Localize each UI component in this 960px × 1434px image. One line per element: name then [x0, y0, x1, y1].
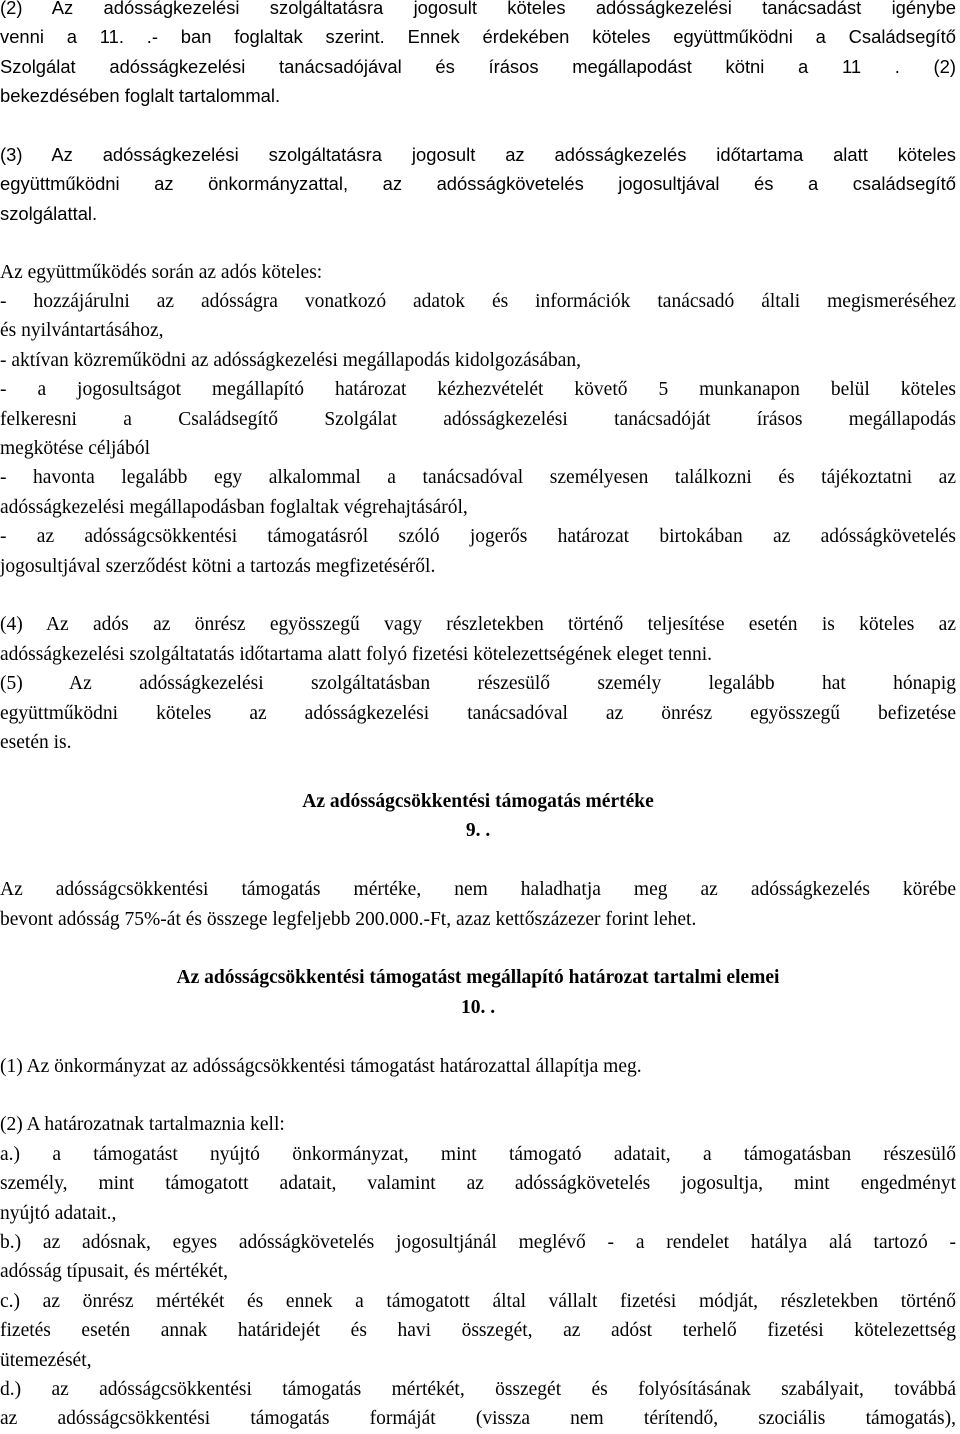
text-line: (4) Az adós az önrész egyösszegű vagy részletekben történő teljesítése esetén is köteles az: [0, 614, 956, 636]
text-line: Szolgálat adósságkezelési tanácsadójával és írásos megállapodást kötni a 11 . (2): [0, 55, 956, 77]
text-line: (2) Az adósságkezelési szolgáltatásra jogosult köteles adósságkezelési tanácsadást igénybe: [0, 0, 956, 18]
list-item-line: c.) az önrész mértékét és ennek a támogatott által vállalt fizetési módját, részletekben történő: [0, 1290, 956, 1312]
list-item-line: és nyilvántartásához,: [0, 320, 164, 342]
list-item-line: ütemezését,: [0, 1349, 92, 1371]
text-line: bekezdésében foglalt tartalommal.: [0, 85, 281, 107]
text-line: esetén is.: [0, 732, 72, 754]
list-item-line: adósságkezelési megállapodásban foglaltak végrehajtásáról,: [0, 496, 468, 518]
section-9-body: [0, 875, 956, 934]
paragraph-3: [0, 140, 956, 228]
list-item-line: az adósságcsökkentési támogatás formáját (vissza nem térítendő, szociális támogatás),: [0, 1408, 956, 1430]
paragraph-4: [0, 610, 956, 669]
text-line: együttműködni az önkormányzattal, az adósságkövetelés jogosultjával és a családsegítő: [0, 173, 956, 195]
list-item-line: - hozzájárulni az adósságra vonatkozó adatok és információk tanácsadó általi megismeréséhez: [0, 291, 956, 313]
list-item-line: személy, mint támogatott adatait, valamint az adósságkövetelés jogosultja, mint engedményt: [0, 1173, 956, 1195]
list-item-line: - havonta legalább egy alkalommal a tanácsadóval személyesen találkozni és tájékoztatni az: [0, 467, 956, 489]
list-item-line: megkötése céljából: [0, 438, 150, 460]
section-9-title: Az adósságcsökkentési támogatás mértéke: [302, 790, 654, 812]
text-line: (5) Az adósságkezelési szolgáltatásban részesülő személy legalább hat hónapig: [0, 673, 956, 695]
list-item-line: fizetés esetén annak határidejét és havi összegét, az adóst terhelő fizetési kötelezettség: [0, 1320, 956, 1342]
text-line: venni a 11. .- ban foglaltak szerint. Ennek érdekében köteles együttműködni a Családsegítő: [0, 26, 956, 48]
list-item-line: - az adósságcsökkentési támogatásról szóló jogerős határozat birtokában az adósságkövetelés: [0, 526, 956, 548]
list-item-line: - aktívan közreműködni az adósságkezelési megállapodás kidolgozásában,: [0, 349, 582, 371]
text-line: (3) Az adósságkezelési szolgáltatásra jogosult az adósságkezelés időtartama alatt köteles: [0, 144, 956, 166]
section-10-paragraph-1: [0, 1052, 956, 1081]
text-line: Az adósságcsökkentési támogatás mértéke, nem haladhatja meg az adósságkezelés körébe: [0, 879, 956, 901]
list-item-line: adósság típusait, és mértékét,: [0, 1261, 228, 1283]
text-line: (1) Az önkormányzat az adósságcsökkentési támogatást határozattal állapítja meg.: [0, 1055, 642, 1077]
list-item-line: a.) a támogatást nyújtó önkormányzat, mint támogató adatait, a támogatásban részesülő: [0, 1143, 956, 1165]
list-item-line: b.) az adósnak, egyes adósságkövetelés jogosultjánál meglévő - a rendelet hatálya alá tartozó -: [0, 1231, 956, 1253]
text-line: szolgálattal.: [0, 202, 98, 224]
section-10-paragraph-2: [0, 1110, 956, 1433]
list-item-line: jogosultjával szerződést kötni a tartozás megfizetéséről.: [0, 555, 436, 577]
text-line: bevont adósság 75%-át és összege legfeljebb 200.000.-Ft, azaz kettőszázezer forint lehet.: [0, 908, 697, 930]
list-item-line: d.) az adósságcsökkentési támogatás mértékét, összegét és folyósításának szabályait, továbbá: [0, 1378, 956, 1400]
section-10-number: 10. .: [460, 996, 496, 1018]
list-item-line: - a jogosultságot megállapító határozat kézhezvételét követő 5 munkanapon belül köteles: [0, 379, 956, 401]
paragraph-5: [0, 669, 956, 757]
cooperation-obligations: [0, 258, 956, 581]
text-line: adósságkezelési szolgáltatatás időtartama alatt folyó fizetési kötelezettségének eleget tenni.: [0, 643, 712, 665]
cooperation-intro: Az együttműködés során az adós köteles:: [0, 261, 323, 283]
text-line: együttműködni köteles az adósságkezelési tanácsadóval az önrész egyösszegű befizetése: [0, 702, 956, 724]
list-item-line: felkeresni a Családsegítő Szolgálat adósságkezelési tanácsadóját írásos megállapodás: [0, 408, 956, 430]
list-item-line: nyújtó adatait.,: [0, 1202, 117, 1224]
paragraph-2: [0, 0, 956, 111]
section-10-title: Az adósságcsökkentési támogatást megállapító határozat tartalmi elemei: [176, 967, 780, 989]
text-line: (2) A határozatnak tartalmaznia kell:: [0, 1114, 285, 1136]
section-9-number: 9. .: [465, 820, 491, 842]
